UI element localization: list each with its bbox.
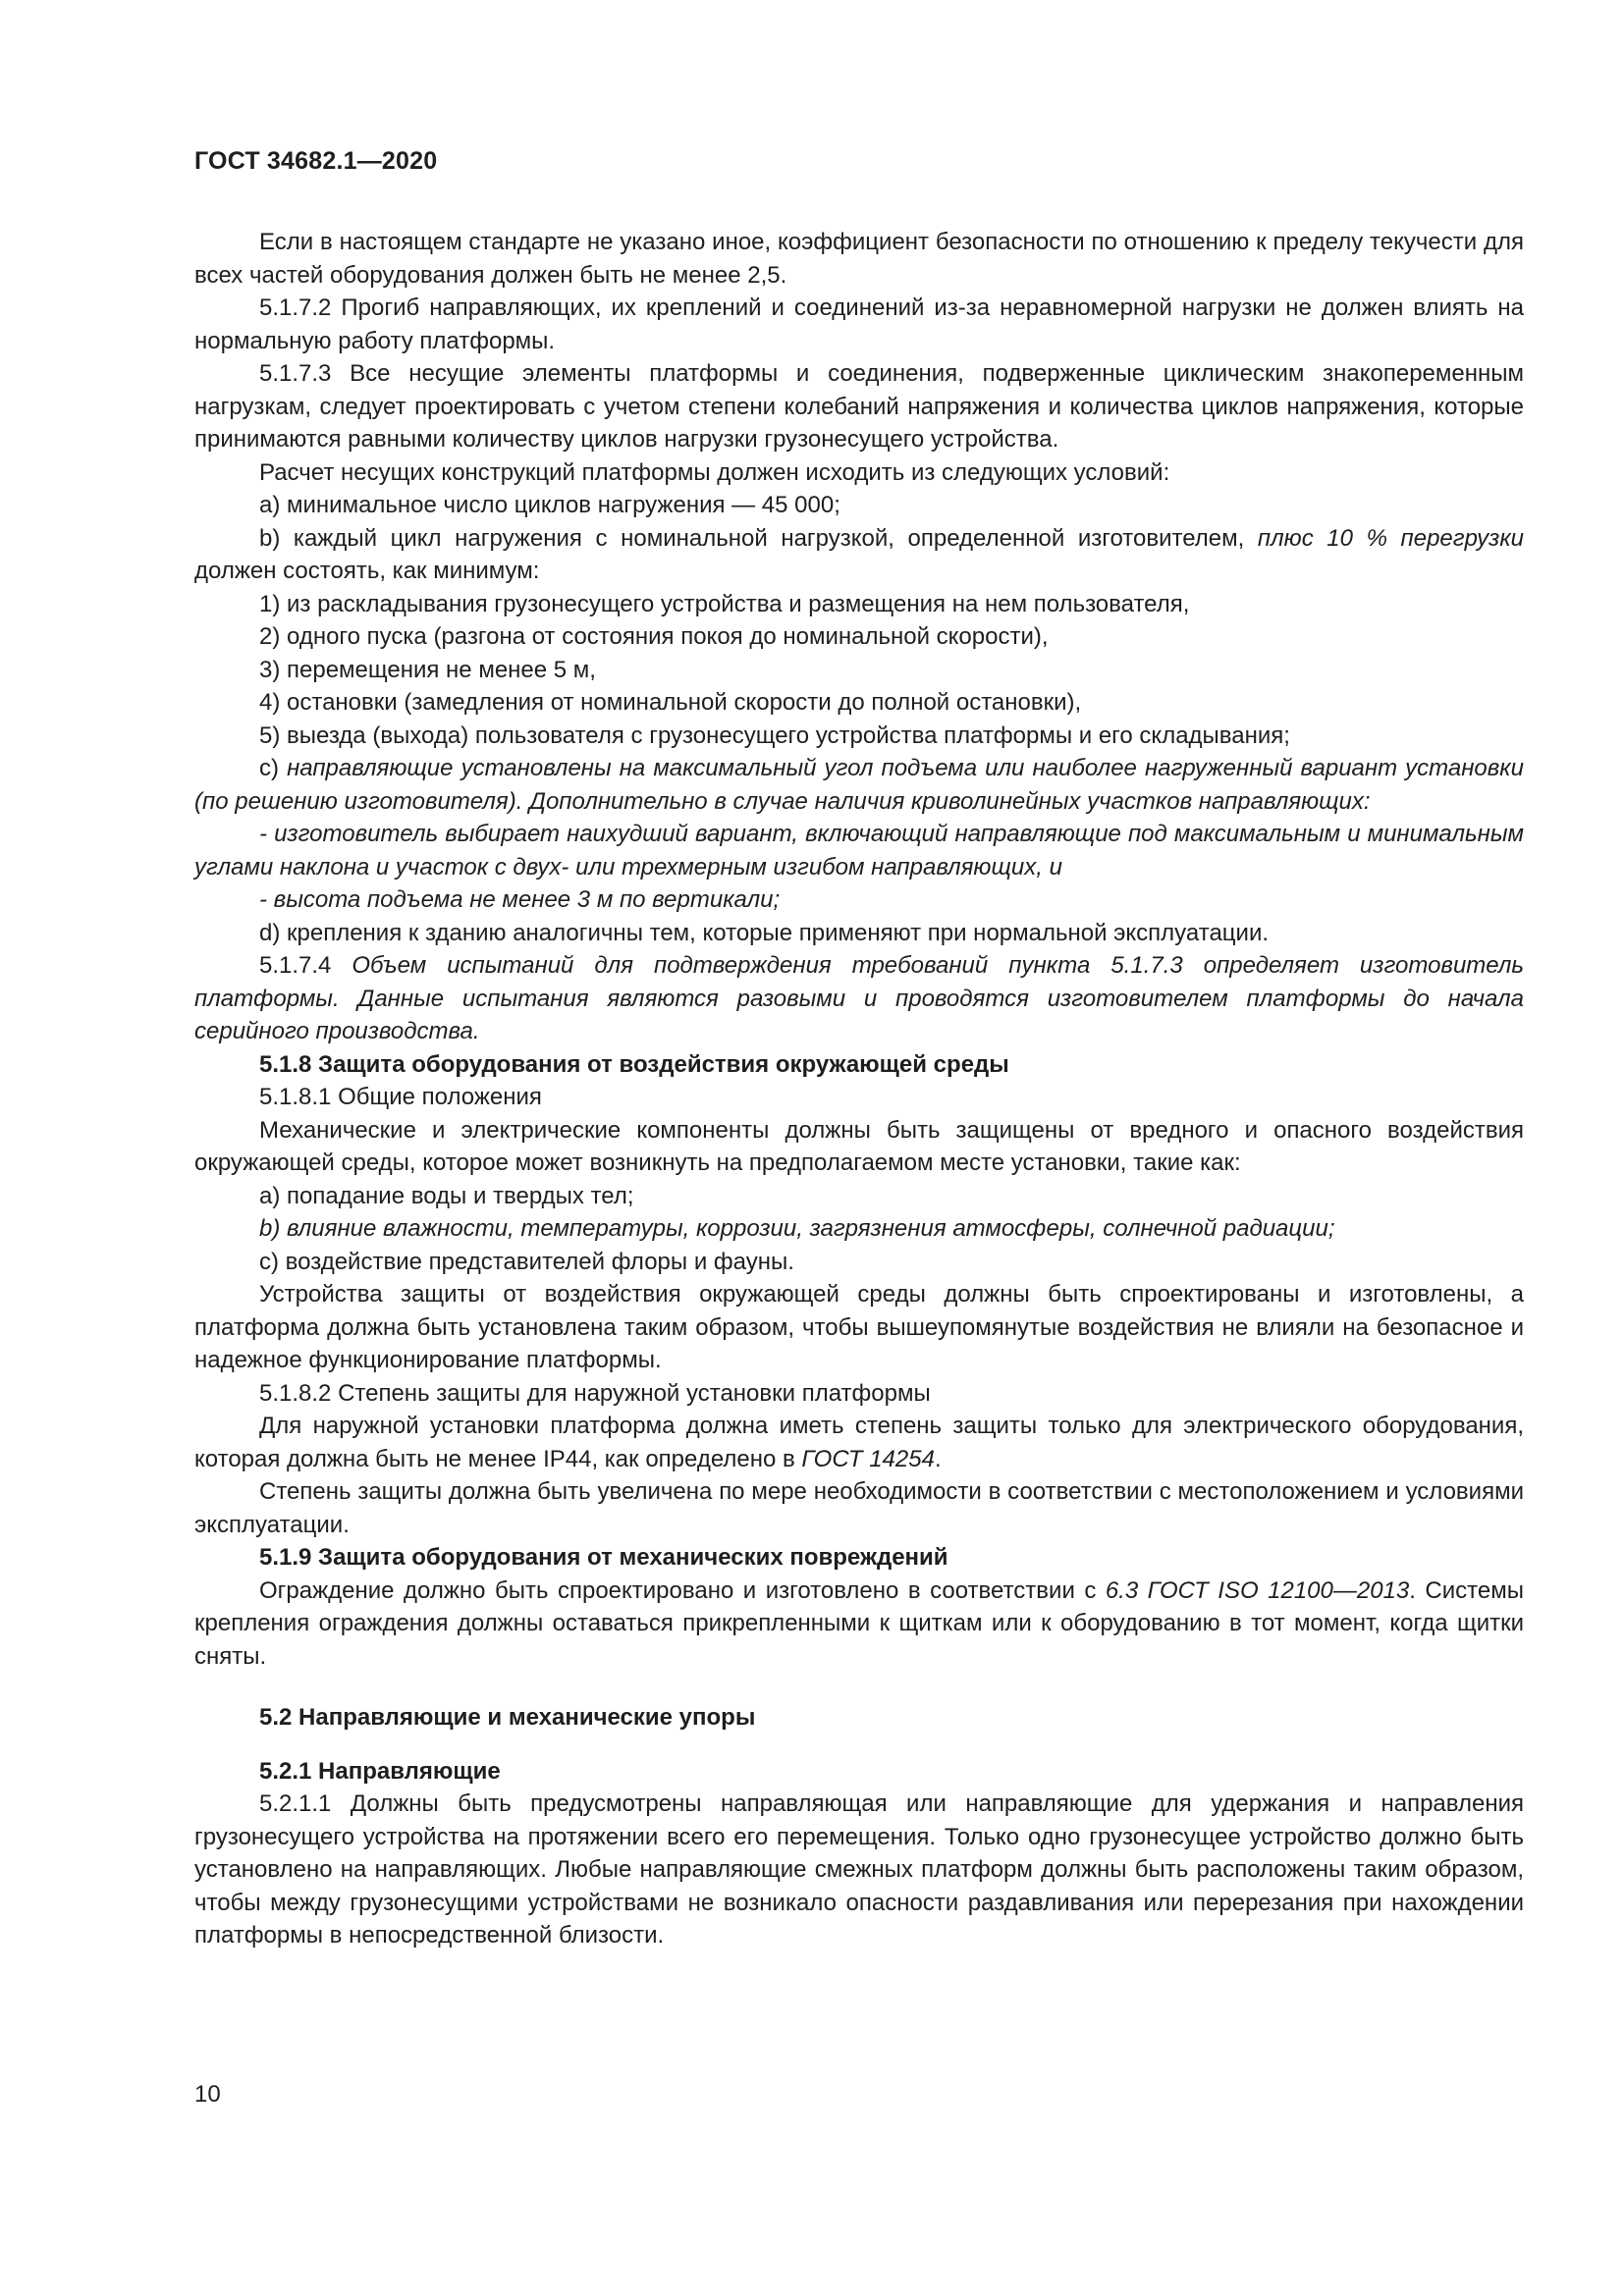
italic-run: плюс 10 % перегрузки	[1257, 524, 1524, 552]
text-run: .	[934, 1445, 942, 1472]
text-run: . Системы крепления ограждения должны оставаться прикрепленными к щиткам или к оборудованию в тот момент, когда щитки сняты.	[194, 1576, 1524, 1670]
list-item: a) попадание воды и твердых тел;	[259, 1182, 634, 1209]
list-item	[194, 818, 1524, 883]
list-item: 1) из раскладывания грузонесущего устройства и размещения на нем пользователя,	[259, 590, 1190, 617]
italic-run: - высота подъема не менее 3 м по вертикали;	[259, 886, 781, 913]
section-heading-5-2-1: 5.2.1 Направляющие	[259, 1757, 501, 1785]
list-item	[194, 752, 1524, 818]
document-header: ГОСТ 34682.1—2020	[194, 147, 438, 175]
paragraph: Степень защиты должна быть увеличена по мере необходимости в соответствии с местоположением и условиями эксплуатации.	[194, 1478, 1524, 1538]
paragraph: Устройства защиты от воздействия окружающей среды должны быть спроектированы и изготовлены, а платформа должна быть установлена таким образом, чтобы вышеупомянутые воздействия не влияли на безопасное и надежное функционирование платформы.	[194, 1281, 1524, 1373]
paragraph: Расчет несущих конструкций платформы должен исходить из следующих условий:	[259, 458, 1170, 486]
subsection-heading-5-1-8-1: 5.1.8.1 Общие положения	[259, 1084, 542, 1110]
text-run: Для наружной установки платформа должна иметь степень защиты только для электрического оборудования, которая должна быть не менее IP44, как определено в	[194, 1413, 1524, 1472]
text-run: c)	[259, 755, 288, 781]
subsection-heading-5-1-8-2: 5.1.8.2 Степень защиты для наружной установки платформы	[259, 1379, 931, 1407]
clause-5-1-7-2: 5.1.7.2 Прогиб направляющих, их креплений и соединений из-за неравномерной нагрузки не должен влиять на нормальную работу платформы.	[194, 294, 1524, 354]
text-run: должен состоять, как минимум:	[194, 558, 540, 584]
clause-5-1-7-3: 5.1.7.3 Все несущие элементы платформы и соединения, подверженные циклическим знакопеременным нагрузкам, следует проектировать с учетом степени колебаний напряжения и количества циклов напряжения, которые принимаются равными количеству циклов нагрузки грузонесущего устройства.	[194, 360, 1524, 453]
section-heading-5-1-8: 5.1.8 Защита оборудования от воздействия окружающей среды	[259, 1050, 1009, 1078]
section-heading-5-2: 5.2 Направляющие и механические упоры	[259, 1704, 756, 1731]
paragraph	[194, 1410, 1524, 1475]
text-run: 5.1.7.4	[259, 952, 352, 979]
clause-5-1-7-4	[194, 949, 1524, 1048]
list-item	[194, 883, 1524, 917]
list-item: 2) одного пуска (разгона от состояния покоя до номинальной скорости),	[259, 623, 1049, 650]
section-heading-5-1-9: 5.1.9 Защита оборудования от механических повреждений	[259, 1544, 948, 1571]
text-run: b) каждый цикл нагружения с номинальной нагрузкой, определенной изготовителем,	[259, 524, 1258, 552]
paragraph: Механические и электрические компоненты должны быть защищены от вредного и опасного воздействия окружающей среды, которое может возникнуть на предполагаемом месте установки, такие как:	[194, 1116, 1524, 1176]
italic-run: ГОСТ 14254	[801, 1445, 935, 1472]
italic-run: Объем испытаний для подтверждения требований пункта 5.1.7.3 определяет изготовитель платформы. Данные испытания являются разовыми и проводятся изготовителем платформы до начала серийного производства.	[194, 952, 1524, 1044]
list-item: d) крепления к зданию аналогичны тем, которые применяют при нормальной эксплуатации.	[259, 919, 1270, 946]
document-body	[194, 226, 1524, 1952]
italic-run: 6.3 ГОСТ ISO 12100—2013	[1105, 1576, 1410, 1604]
list-item: 4) остановки (замедления от номинальной скорости до полной остановки),	[259, 689, 1082, 716]
page-number: 10	[194, 2081, 221, 2108]
paragraph: Если в настоящем стандарте не указано иное, коэффициент безопасности по отношению к пределу текучести для всех частей оборудования должен быть не менее 2,5.	[194, 229, 1524, 289]
list-item: 3) перемещения не менее 5 м,	[259, 656, 596, 683]
paragraph	[194, 1575, 1524, 1674]
list-item: 5) выезда (выхода) пользователя с грузонесущего устройства платформы и его складывания;	[259, 721, 1290, 749]
list-item: c) воздействие представителей флоры и фауны.	[259, 1248, 794, 1275]
text-run: Ограждение должно быть спроектировано и изготовлено в соответствии с	[259, 1576, 1106, 1604]
list-item: a) минимальное число циклов нагружения — 45 000;	[259, 492, 840, 518]
list-item	[194, 1212, 1524, 1246]
italic-run: - изготовитель выбирает наихудший вариант, включающий направляющие под максимальным и минимальным углами наклона и участок с двух- или трехмерным изгибом направляющих, и	[194, 821, 1524, 881]
clause-5-2-1-1: 5.2.1.1 Должны быть предусмотрены направляющая или направляющие для удержания и направления грузонесущего устройства на протяжении всего его перемещения. Только одно грузонесущее устройство должно быть установлено на направляющих. Любые направляющие смежных платформ должны быть расположены таким образом, чтобы между грузонесущими устройствами не возникало опасности раздавливания или перерезания при нахождении платформы в непосредственной близости.	[194, 1790, 1524, 1949]
list-item	[194, 522, 1524, 588]
italic-run: направляющие установлены на максимальный угол подъема или наиболее нагруженный вариант установки (по решению изготовителя). Дополнительно в случае наличия криволинейных участков направляющих:	[194, 755, 1524, 815]
italic-run: b) влияние влажности, температуры, коррозии, загрязнения атмосферы, солнечной радиации;	[259, 1215, 1335, 1242]
